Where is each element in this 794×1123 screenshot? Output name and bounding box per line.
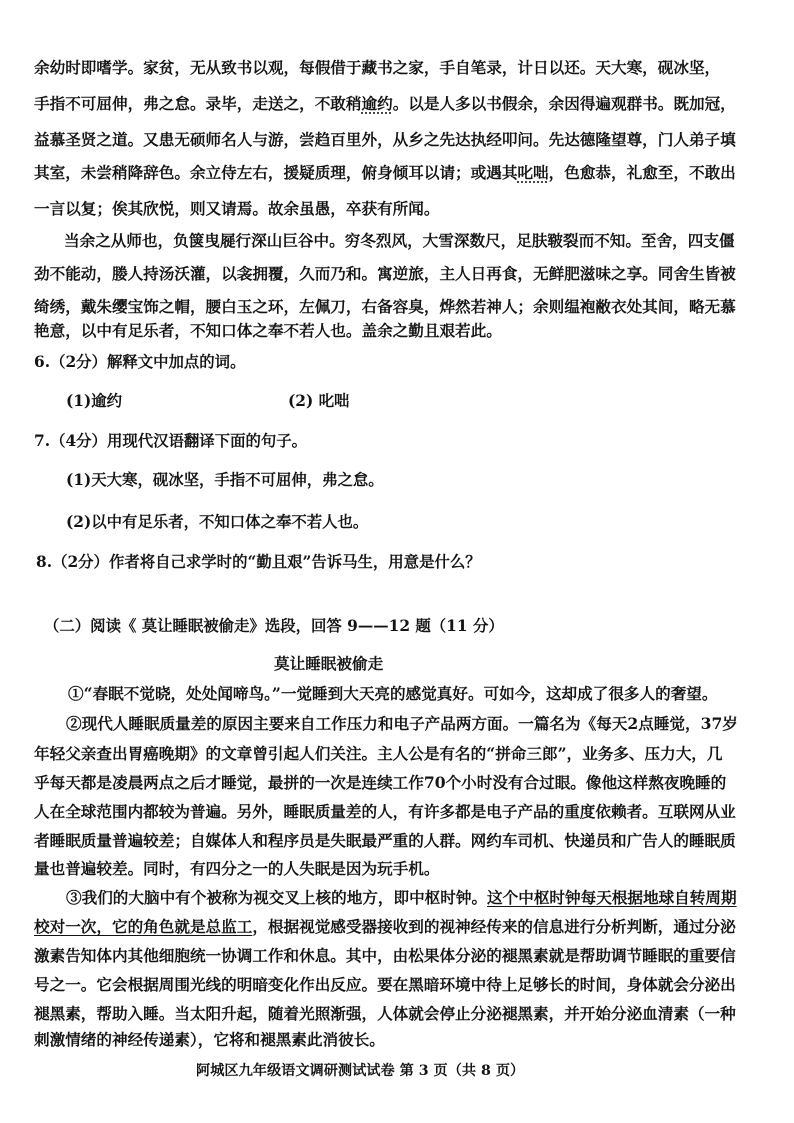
question-6-item-1: [66, 391, 122, 411]
question-6-item-2: [288, 391, 349, 411]
question-7-sentence-2: (2)以中有足乐者，不知口体之奉不若人也。: [66, 513, 369, 531]
passage1-line-text: 。以是人多以书假余，余因得遍观群书。既加冠，: [392, 94, 736, 113]
passage2-line: 乎每天都是凌晨两点之后才睡觉，最拼的一次是连续工作70个小时没有合过眼。像他这样熬夜晚睡的: [34, 773, 727, 792]
passage1-line: 艳意，以中有足乐者，不知口体之奉不若人也。盖余之勤且艰若此。: [34, 321, 502, 340]
item-number: (1): [66, 392, 92, 410]
passage1-line: 益慕圣贤之道。又患无硕师名人与游，尝趋百里外，从乡之先达执经叩问。先达德隆望尊，门人弟子填: [34, 130, 736, 149]
article-title: 莫让睡眠被偷走: [274, 654, 384, 673]
passage2-line: 者睡眠质量普遍较差；自媒体人和程序员是失眠最严重的人群。网约车司机、快递员和广告人的睡眠质: [34, 831, 736, 850]
passage1-line-text: 其室，未尝稍降辞色。余立侍左右，援疑质理，俯身倾耳以请；或遇其: [34, 163, 518, 182]
passage2-line: 号之一。它会根据周围光线的明暗变化作出反应。要在黑暗环境中待上足够长的时间，身体就会分泌出: [34, 975, 736, 994]
passage2-line: 年轻父亲查出胃癌晚期》的文章曾引起人们关注。主人公是有名的“拼命三郎”，业务多、压力大，几: [34, 744, 723, 763]
passage2-line: 人在全球范围内都较为普遍。另外，睡眠质量差的人，有许多都是电子产品的重度依赖者。互联网从业: [34, 802, 736, 821]
page-footer: 阿城区九年级语文调研测试试卷 第 3 页（共 8 页）: [196, 1063, 525, 1079]
question-8-stem: 8.（2分）作者将自己求学时的“勤且艰”告诉马生，用意是什么？: [36, 553, 481, 571]
underlined-sentence: 校对一次，它的角色就是总监工: [34, 917, 253, 936]
passage2-line: 刺激情绪的神经传递素），它将和褪黑素此消彼长。: [34, 1030, 385, 1049]
question-7-stem: 7.（4分）用现代汉语翻译下面的句子。: [34, 432, 308, 450]
passage2-line: 量也普遍较差。同时，有四分之一的人失眠是因为玩手机。: [34, 859, 440, 878]
dotted-word-chiduo: 叱咄: [517, 163, 549, 182]
passage2-line: 褪黑素，帮助入睡。当太阳升起，随着光照渐强，人体就会停止分泌褪黑素，并开始分泌血清素（一种: [34, 1004, 736, 1023]
item-word: 逾约: [91, 392, 123, 410]
passage2-line: 激素告知体内其他细胞统一协调工作和休息。其中，由松果体分泌的褪黑素就是帮助调节睡眠的重要信: [34, 946, 736, 965]
passage2-line: [66, 888, 737, 908]
item-number: (2): [288, 392, 314, 410]
passage2-line: ②现代人睡眠质量差的原因主要来自工作压力和电子产品两方面。一篇名为《每天2点睡觉，37岁: [66, 714, 738, 733]
passage1-line: 劲不能动，媵人持汤沃灌，以衾拥覆，久而乃和。寓逆旅，主人日再食，无鲜肥滋味之享。同舍生皆被: [34, 264, 736, 283]
underlined-sentence: 这个中枢时钟每天根据地球自转周期: [487, 888, 737, 907]
passage1-line: 一言以复；俟其欣悦，则又请焉。故余虽愚，卒获有所闻。: [34, 199, 440, 218]
passage1-line-text: 手指不可屈伸，弗之怠。录毕，走送之，不敢稍: [34, 94, 362, 113]
passage2-text: ，根据视觉感受器接收到的视神经传来的信息进行分析判断，通过分泌: [252, 917, 736, 936]
passage1-line: [34, 163, 736, 183]
passage1-line: 绮绣，戴朱缨宝饰之帽，腰白玉之环，左佩刀，右备容臭，烨然若神人；余则缊袍敝衣处其间，略无慕: [34, 297, 736, 316]
passage2-text: ③我们的大脑中有个被称为视交叉上核的地方，即中枢时钟。: [66, 888, 488, 907]
passage1-line: 当余之从师也，负箧曳屣行深山巨谷中。穷冬烈风，大雪深数尺，足肤皲裂而不知。至舍，四支僵: [64, 231, 735, 250]
question-7-sentence-1: (1)天大寒，砚冰坚，手指不可屈伸，弗之怠。: [66, 471, 384, 489]
passage1-line: 余幼时即嗜学。家贫，无从致书以观，每假借于藏书之家，手自笔录，计日以还。天大寒，砚冰坚，: [34, 58, 721, 77]
item-word: 叱咄: [318, 392, 350, 410]
question-6-stem: 6.（2分）解释文中加点的词。: [34, 353, 246, 371]
passage2-line: [34, 917, 736, 937]
section-2-heading: （二）阅读《 莫让睡眠被偷走》选段，回答 9——12 题（11 分）: [44, 617, 504, 635]
passage2-paragraph-1: ①“春眠不觉晓，处处闻啼鸟。”一觉睡到大天亮的感觉真好。可如今，这却成了很多人的奢望。: [68, 684, 718, 703]
passage1-line: [34, 94, 736, 114]
dotted-word-yuyue: 逾约: [361, 94, 393, 113]
passage1-line-text: ，色愈恭，礼愈至，不敢出: [548, 163, 736, 182]
